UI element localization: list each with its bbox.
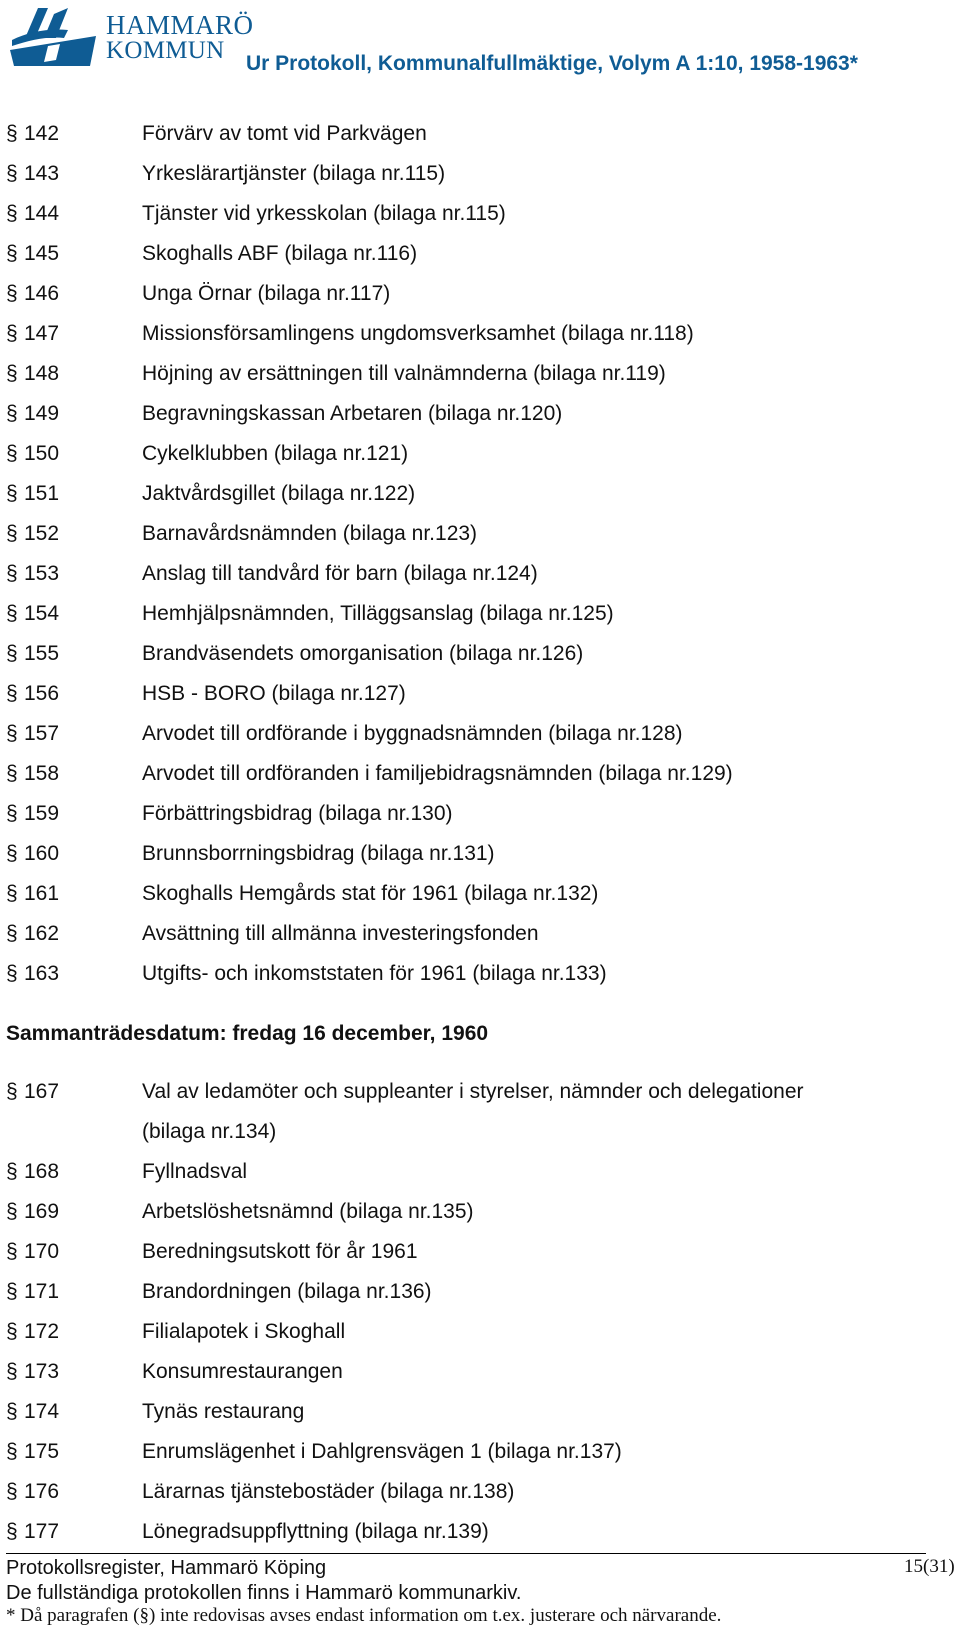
paragraph-number: 174 [24, 1400, 60, 1423]
logo-line-1: HAMMARÖ [106, 10, 254, 40]
footer-asterisk-note: * Då paragrafen (§) inte redovisas avses endast information om t.ex. justerare och närvarande. [6, 1605, 722, 1626]
section-symbol: § [6, 1480, 18, 1503]
document-title: Ur Protokoll, Kommunalfullmäktige, Volym A 1:10, 1958-1963* [246, 52, 858, 75]
section-symbol: § [6, 722, 18, 745]
paragraph-title: Lärarnas tjänstebostäder (bilaga nr.138) [142, 1480, 515, 1503]
section-symbol: § [6, 602, 18, 625]
section-symbol: § [6, 1240, 18, 1263]
paragraph-title: Arbetslöshetsnämnd (bilaga nr.135) [142, 1200, 474, 1223]
paragraph-title: Höjning av ersättningen till valnämnderna (bilaga nr.119) [142, 362, 666, 385]
section-symbol: § [6, 442, 18, 465]
section-symbol: § [6, 122, 18, 145]
section-symbol: § [6, 922, 18, 945]
section-symbol: § [6, 202, 18, 225]
paragraph-title: Yrkeslärartjänster (bilaga nr.115) [142, 162, 446, 185]
paragraph-title: Konsumrestaurangen [142, 1360, 343, 1383]
paragraph-number: 144 [24, 202, 60, 225]
paragraph-title: Arvodet till ordföranden i familjebidragsnämnden (bilaga nr.129) [142, 762, 733, 785]
paragraph-number: 156 [24, 682, 60, 705]
section-symbol: § [6, 802, 18, 825]
footer-archive-note: De fullständiga protokollen finns i Hammarö kommunarkiv. [6, 1582, 522, 1604]
paragraph-number: 153 [24, 562, 60, 585]
section-symbol: § [6, 682, 18, 705]
section-symbol: § [6, 242, 18, 265]
paragraph-number: 152 [24, 522, 60, 545]
section-symbol: § [6, 882, 18, 905]
paragraph-title: Avsättning till allmänna investeringsfonden [142, 922, 539, 945]
paragraph-title: Förvärv av tomt vid Parkvägen [142, 122, 427, 145]
paragraph-title: Jaktvårdsgillet (bilaga nr.122) [142, 482, 416, 505]
section-symbol: § [6, 962, 18, 985]
paragraph-title: Skoghalls ABF (bilaga nr.116) [142, 242, 418, 265]
paragraph-number: 148 [24, 362, 60, 385]
paragraph-number: 168 [24, 1160, 60, 1183]
section-symbol: § [6, 402, 18, 425]
paragraph-number: 163 [24, 962, 60, 985]
logo-line-2: KOMMUN [106, 37, 225, 64]
paragraph-number: 175 [24, 1440, 60, 1463]
footer-divider [6, 1553, 926, 1554]
section-symbol: § [6, 1360, 18, 1383]
paragraph-number: 146 [24, 282, 60, 305]
paragraph-title: Missionsförsamlingens ungdomsverksamhet (bilaga nr.118) [142, 322, 694, 345]
section-symbol: § [6, 1400, 18, 1423]
paragraph-number: 177 [24, 1520, 60, 1543]
paragraph-number: 169 [24, 1200, 60, 1223]
paragraph-title: Begravningskassan Arbetaren (bilaga nr.120) [142, 402, 563, 425]
paragraph-title-continuation: (bilaga nr.134) [142, 1120, 277, 1143]
paragraph-title: Skoghalls Hemgårds stat för 1961 (bilaga nr.132) [142, 882, 599, 905]
section-symbol: § [6, 1520, 18, 1543]
paragraph-number: 162 [24, 922, 60, 945]
paragraph-title: Cykelklubben (bilaga nr.121) [142, 442, 409, 465]
paragraph-title: Arvodet till ordförande i byggnadsnämnden (bilaga nr.128) [142, 722, 683, 745]
paragraph-title: Anslag till tandvård för barn (bilaga nr.124) [142, 562, 538, 585]
page-number: 15(31) [904, 1556, 955, 1577]
paragraph-title: Filialapotek i Skoghall [142, 1320, 346, 1343]
section-symbol: § [6, 562, 18, 585]
section-symbol: § [6, 642, 18, 665]
section-symbol: § [6, 362, 18, 385]
paragraph-title: Val av ledamöter och suppleanter i styrelser, nämnder och delegationer [142, 1080, 804, 1103]
section-symbol: § [6, 842, 18, 865]
paragraph-number: 147 [24, 322, 60, 345]
paragraph-title: Brandväsendets omorganisation (bilaga nr.126) [142, 642, 584, 665]
section-symbol: § [6, 322, 18, 345]
paragraph-number: 143 [24, 162, 60, 185]
section-symbol: § [6, 1320, 18, 1343]
paragraph-title: HSB - BORO (bilaga nr.127) [142, 682, 406, 705]
paragraph-number: 159 [24, 802, 60, 825]
section-symbol: § [6, 282, 18, 305]
section-symbol: § [6, 522, 18, 545]
section-symbol: § [6, 162, 18, 185]
paragraph-number: 142 [24, 122, 60, 145]
section-symbol: § [6, 1080, 18, 1103]
paragraph-number: 154 [24, 602, 60, 625]
paragraph-title: Brandordningen (bilaga nr.136) [142, 1280, 432, 1303]
paragraph-title: Beredningsutskott för år 1961 [142, 1240, 418, 1263]
paragraph-number: 172 [24, 1320, 60, 1343]
paragraph-title: Utgifts- och inkomststaten för 1961 (bilaga nr.133) [142, 962, 607, 985]
section-symbol: § [6, 1280, 18, 1303]
paragraph-title: Fyllnadsval [142, 1160, 248, 1183]
logo-emblem-icon [8, 4, 100, 68]
paragraph-title: Lönegradsuppflyttning (bilaga nr.139) [142, 1520, 489, 1543]
footer-register-name: Protokollsregister, Hammarö Köping [6, 1557, 327, 1579]
paragraph-number: 173 [24, 1360, 60, 1383]
paragraph-number: 167 [24, 1080, 60, 1103]
paragraph-number: 161 [24, 882, 60, 905]
section-symbol: § [6, 1160, 18, 1183]
paragraph-number: 158 [24, 762, 60, 785]
section-symbol: § [6, 1440, 18, 1463]
paragraph-title: Förbättringsbidrag (bilaga nr.130) [142, 802, 453, 825]
section-symbol: § [6, 762, 18, 785]
section-symbol: § [6, 1200, 18, 1223]
paragraph-number: 155 [24, 642, 60, 665]
paragraph-number: 151 [24, 482, 60, 505]
paragraph-title: Hemhjälpsnämnden, Tilläggsanslag (bilaga nr.125) [142, 602, 614, 625]
meeting-date-heading: Sammanträdesdatum: fredag 16 december, 1960 [6, 1022, 489, 1045]
paragraph-number: 149 [24, 402, 60, 425]
paragraph-number: 145 [24, 242, 60, 265]
municipality-logo [8, 2, 254, 70]
paragraph-title: Tynäs restaurang [142, 1400, 305, 1423]
paragraph-title: Brunnsborrningsbidrag (bilaga nr.131) [142, 842, 495, 865]
paragraph-title: Barnavårdsnämnden (bilaga nr.123) [142, 522, 478, 545]
logo-wordmark [106, 12, 254, 64]
paragraph-title: Tjänster vid yrkesskolan (bilaga nr.115) [142, 202, 506, 225]
paragraph-number: 160 [24, 842, 60, 865]
paragraph-number: 176 [24, 1480, 60, 1503]
paragraph-number: 150 [24, 442, 60, 465]
paragraph-number: 157 [24, 722, 60, 745]
paragraph-title: Unga Örnar (bilaga nr.117) [142, 282, 391, 305]
section-symbol: § [6, 482, 18, 505]
paragraph-number: 170 [24, 1240, 60, 1263]
paragraph-number: 171 [24, 1280, 60, 1303]
paragraph-title: Enrumslägenhet i Dahlgrensvägen 1 (bilaga nr.137) [142, 1440, 622, 1463]
